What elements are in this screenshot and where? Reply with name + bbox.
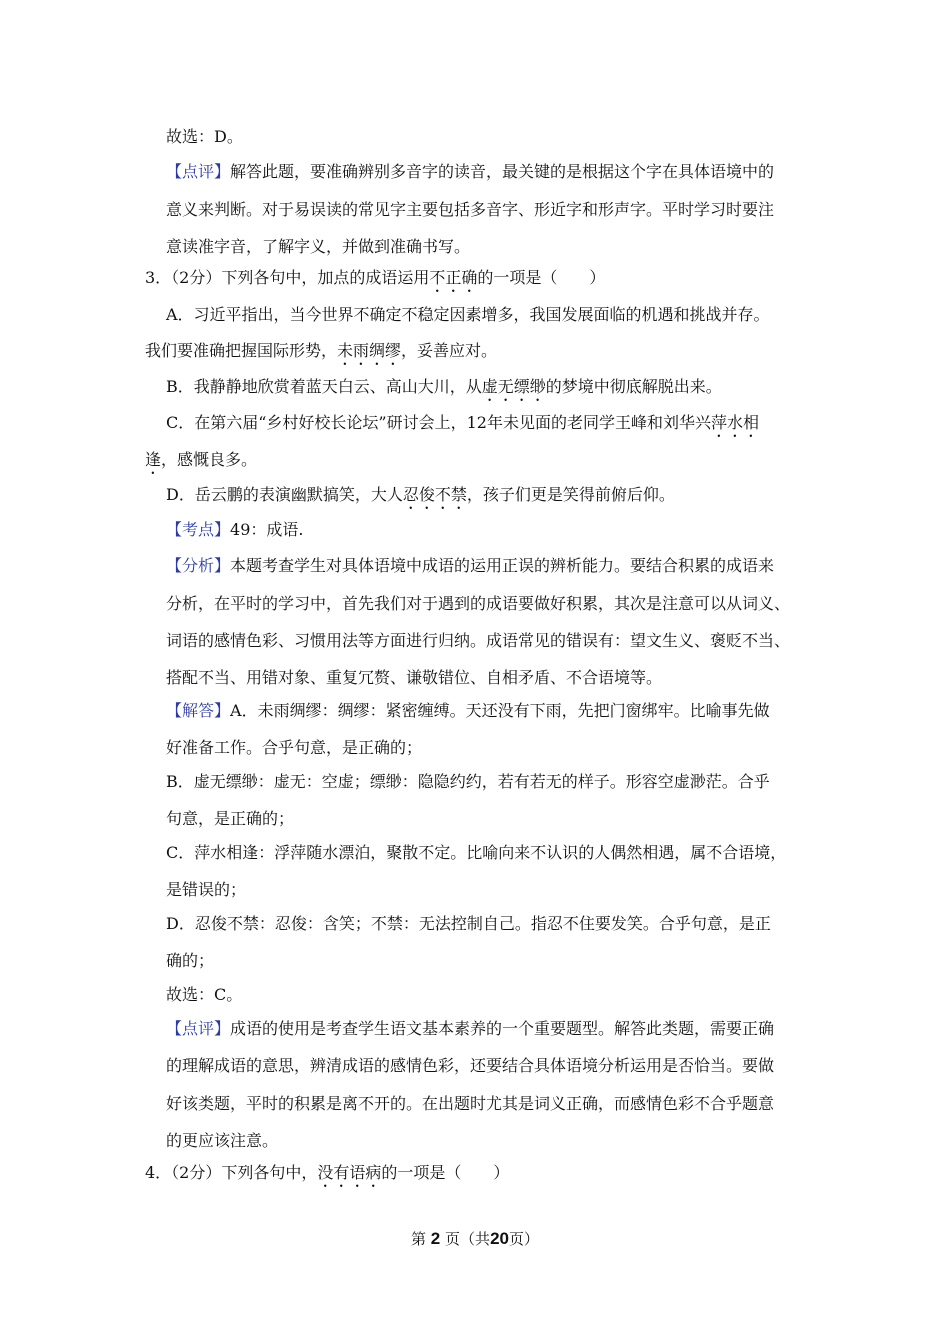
dianping-tag: 【点评】: [166, 1019, 231, 1038]
dianping-line-2: 的理解成语的意思，辨清成语的感情色彩，还要结合具体语境分析运用是否恰当。要做: [166, 1056, 775, 1075]
jieda-tag: 【解答】: [166, 701, 231, 720]
option-c-line-2: [145, 450, 257, 478]
dianping-text: 成语的使用是考查学生语文基本素养的一个重要题型。解答此类题，需要正确: [230, 1019, 775, 1038]
dianping-line-3: 好该类题，平时的积累是离不开的。在出题时尤其是词义正确，而感情色彩不合乎题意: [166, 1094, 775, 1113]
page-footer: [0, 1229, 950, 1249]
emphasis-text: 没有语病: [317, 1163, 382, 1182]
option-a-line-2: [145, 341, 497, 369]
option-c-line-1: [166, 413, 759, 441]
kaodian-text: 49：成语.: [230, 520, 304, 539]
question-text: 4．（2分）下列各句中，: [145, 1163, 318, 1182]
emphasis-text: 不正确: [429, 268, 478, 287]
jieda-line-2: 好准备工作。合乎句意，是正确的；: [166, 738, 423, 757]
page-number: 2: [430, 1229, 441, 1248]
comment-text: 解答此题，要准确辨别多音字的读音，最关键的是根据这个字在具体语境中的: [230, 162, 775, 181]
idiom-emphasis: 萍水相: [710, 413, 759, 432]
option-d: [166, 485, 675, 513]
jieda-line-3: B．虚无缥缈：虚无：空虚；缥缈：隐隐约约，若有若无的样子。形容空虚渺茫。合乎: [166, 772, 770, 791]
option-text: B．我静静地欣赏着蓝天白云、高山大川，从: [166, 377, 482, 396]
jieda-line-4: 句意，是正确的；: [166, 809, 295, 828]
fenxi-line-1: [166, 556, 774, 576]
jieda-line-1: [166, 701, 770, 721]
option-text: D．岳云鹏的表演幽默搞笑，大人: [166, 485, 403, 504]
option-text: 的梦境中彻底解脱出来。: [545, 377, 722, 396]
conclusion-q2: 故选：D。: [166, 127, 243, 146]
dianping-line-1: [166, 1019, 774, 1039]
option-a-line-1: A．习近平指出，当今世界不确定不稳定因素增多，我国发展面临的机遇和挑战并存。: [166, 305, 770, 324]
option-text: ，感慨良多。: [161, 450, 258, 469]
fenxi-tag: 【分析】: [166, 556, 231, 575]
kaodian: [166, 520, 303, 540]
total-pages: 20: [490, 1229, 509, 1248]
option-text: ，孩子们更是笑得前俯后仰。: [466, 485, 675, 504]
jieda-line-8: 确的；: [166, 951, 215, 970]
idiom-emphasis: 虚无缥缈: [481, 377, 546, 396]
question-text: 的一项是（ ）: [477, 268, 606, 287]
dianping-line-4: 的更应该注意。: [166, 1131, 279, 1150]
question-text: 3．（2分）下列各句中，加点的成语运用: [145, 268, 430, 287]
conclusion-q3: 故选：C。: [166, 985, 243, 1004]
comment-q2-line-3: 意读准字音，了解字义，并做到准确书写。: [166, 237, 471, 256]
option-text: C．在第六届“乡村好校长论坛”研讨会上，12年未见面的老同学王峰和刘华兴: [166, 413, 711, 432]
idiom-emphasis: 忍俊不禁: [402, 485, 467, 504]
comment-tag: 【点评】: [166, 162, 231, 181]
option-text: 我们要准确把握国际形势，: [145, 341, 338, 360]
comment-q2-line-2: 意义来判断。对于易误读的常见字主要包括多音字、形近字和形声字。平时学习时要注: [166, 200, 775, 219]
question-text: 的一项是（ ）: [381, 1163, 510, 1182]
footer-text: 页）: [508, 1230, 539, 1248]
jieda-line-7: D．忍俊不禁：忍俊：含笑；不禁：无法控制自己。指忍不住要发笑。合乎句意，是正: [166, 914, 771, 933]
kaodian-tag: 【考点】: [166, 520, 231, 539]
question-4: [145, 1163, 509, 1191]
jieda-line-6: 是错误的；: [166, 880, 247, 899]
fenxi-line-2: 分析，在平时的学习中，首先我们对于遇到的成语要做好积累，其次是注意可以从词义、: [166, 594, 791, 613]
fenxi-text: 本题考查学生对具体语境中成语的运用正误的辨析能力。要结合积累的成语来: [230, 556, 775, 575]
fenxi-line-3: 词语的感情色彩、习惯用法等方面进行归纳。成语常见的错误有：望文生义、褒贬不当、: [166, 631, 791, 650]
footer-text: 页（共: [445, 1230, 491, 1248]
idiom-emphasis: 未雨绸缪: [337, 341, 402, 360]
option-text: ，妥善应对。: [401, 341, 498, 360]
question-3: [145, 268, 605, 296]
comment-q2-line-1: [166, 162, 774, 182]
jieda-line-5: C．萍水相逢：浮萍随水漂泊，聚散不定。比喻向来不认识的人偶然相遇，属不合语境，: [166, 843, 787, 862]
option-b: [166, 377, 722, 405]
fenxi-line-4: 搭配不当、用错对象、重复冗赘、谦敬错位、自相矛盾、不合语境等。: [166, 668, 663, 687]
footer-text: 第: [411, 1230, 427, 1248]
idiom-emphasis: 逢: [145, 450, 162, 469]
jieda-text: A．未雨绸缪：绸缪：紧密缠缚。天还没有下雨，先把门窗绑牢。比喻事先做: [230, 701, 770, 720]
